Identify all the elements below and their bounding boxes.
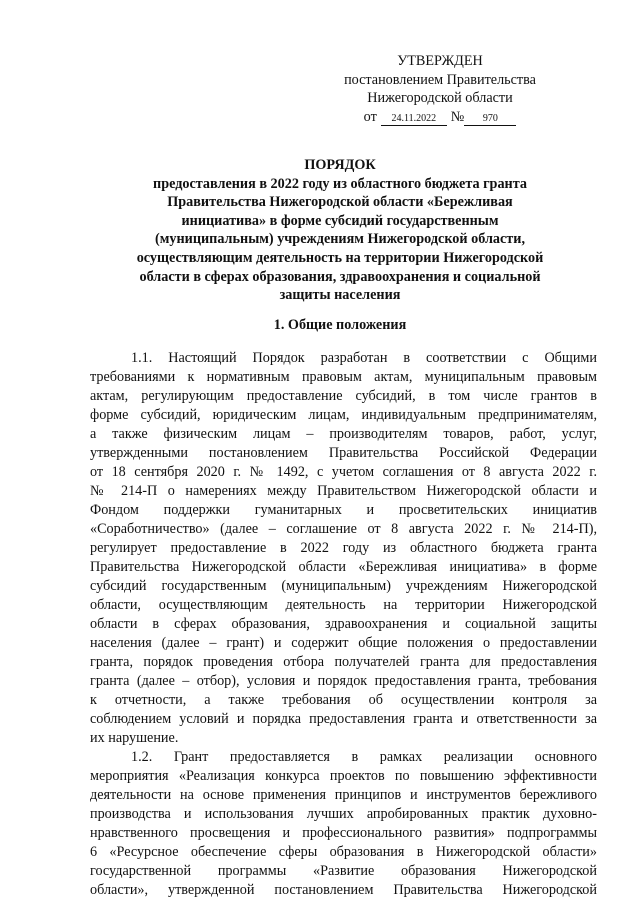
title-line: защиты населения (279, 287, 401, 304)
paragraph-line: 6 «Ресурсное обеспечение сферы образования в Нижегородской области» (90, 844, 597, 860)
paragraph-line: Фондом поддержки гуманитарных и просветительских инициатив (90, 502, 597, 518)
paragraph-line: к отчетности, а также требования об осуществлении контроля за (90, 692, 597, 708)
paragraph-line: 1.2. Грант предоставляется в рамках реализации основного (131, 749, 597, 765)
date-prefix: от (363, 108, 377, 125)
title-heading: ПОРЯДОК (304, 157, 376, 173)
approval-date: 24.11.2022 (381, 113, 447, 126)
paragraph-line: области, осуществляющим деятельность на территории Нижегородской (90, 597, 597, 613)
paragraph-line: производства и использования лучших апробированных практик духовно- (90, 806, 597, 822)
number-sign: № (450, 108, 465, 125)
paragraph-line: актам, регулирующим предоставление субсидий, в том числе грантов в (90, 388, 597, 404)
paragraph-line: субсидий государственным (муниципальным) учреждениям Нижегородской (90, 578, 597, 594)
title-line: (муниципальным) учреждениям Нижегородской области, (154, 231, 526, 248)
document-title (110, 156, 570, 305)
paragraph-line: от 18 сентября 2020 г. № 1492, с учетом соглашения от 8 августа 2022 г. (90, 464, 597, 480)
paragraph-line: утвержденными постановлением Правительства Российской Федерации (90, 445, 597, 461)
paragraph-line: гранта, порядок проведения отбора получателей гранта для предоставления (90, 654, 597, 670)
paragraph-line: государственной программы «Развитие образования Нижегородской (90, 863, 597, 879)
paragraph-line: населения (далее – грант) и содержит общие положения о предоставлении (90, 635, 597, 651)
title-line: инициатива» в форме субсидий государственным (181, 212, 499, 229)
paragraph-line: области в сферах образования, здравоохранения и социальной защиты (90, 616, 597, 632)
paragraph-line: «Соработничество» (далее – соглашение от 8 августа 2022 г. № 214-П), (90, 521, 597, 537)
paragraph-line: 1.1. Настоящий Порядок разработан в соответствии с Общими (131, 350, 597, 366)
paragraph-line: регулирует предоставление в 2022 году из областного бюджета гранта (90, 540, 597, 556)
paragraph-line: Правительства Нижегородской области «Бережливая инициатива» в форме (90, 559, 597, 575)
paragraph-line: мероприятия «Реализация конкурса проектов по повышению эффективности (90, 768, 597, 784)
paragraph-line: нравственного просвещения и профессионального развития» подпрограммы (90, 825, 597, 841)
approval-stamp (330, 52, 550, 126)
paragraph-line: форме субсидий, юридическим лицам, индивидуальным предпринимателям, (90, 407, 597, 423)
title-line: предоставления в 2022 году из областного бюджета гранта (153, 175, 527, 192)
body-text (90, 349, 597, 900)
paragraph-line: соблюдением условий и порядка предоставления гранта и ответственности за (90, 711, 597, 727)
approval-number: 970 (464, 113, 516, 126)
approval-line: постановлением Правительства (344, 71, 536, 88)
paragraph-line: гранта (далее – отбор), условия и порядок предоставления гранта, требования (90, 673, 597, 689)
paragraph-line: области», утвержденной постановлением Правительства Нижегородской (90, 882, 597, 898)
approval-date-line (330, 108, 550, 127)
paragraph-line: № 214-П о намерениях между Правительством Нижегородской области и (90, 483, 597, 499)
paragraph-line: деятельности на основе применения принципов и инструментов бережливого (90, 787, 597, 803)
paragraph-line: а также физическим лицам – производителям товаров, работ, услуг, (90, 426, 597, 442)
section-heading: 1. Общие положения (273, 317, 407, 333)
title-line: осуществляющим деятельность на территории Нижегородской (136, 249, 544, 266)
title-line: Правительства Нижегородской области «Бережливая (167, 194, 513, 211)
title-line: области в сферах образования, здравоохранения и социальной (139, 268, 541, 285)
paragraph-line: их нарушение. (90, 730, 179, 746)
approval-line: Нижегородской области (367, 90, 513, 106)
approval-line: УТВЕРЖДЕН (397, 53, 483, 69)
paragraph-line: требованиями к нормативным правовым актам, муниципальным правовым (90, 369, 597, 385)
